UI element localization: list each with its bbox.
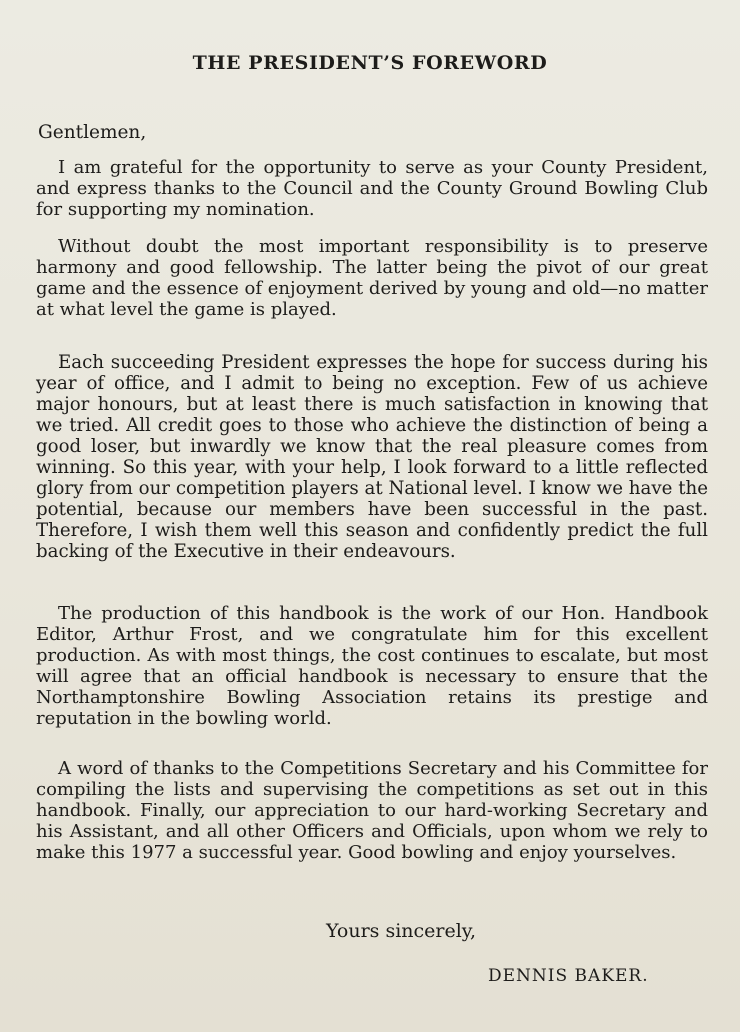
signature: DENNIS BAKER. <box>488 966 649 986</box>
page-title: THE PRESIDENT’S FOREWORD <box>192 52 548 74</box>
paragraph-success: Each succeeding President expresses the hope for success during his year of office, and I admit to being no exception. Few of us achieve major honours, but at least there is much satisfaction in knowing that we tried. All credit goes to those who achieve the distinction of being a good loser, but inwardly we know that the real pleasure comes from winning. So this year, with your help, I look forward to a little reflected glory from our competition players at National level. I know we have the potential, because our members have been successful in the past. Therefore, I wish them well this season and confidently predict the full backing of the Executive in their endeavours. <box>36 352 708 562</box>
paragraph-harmony: Without doubt the most important responsibility is to preserve harmony and good fellowship. The latter being the pivot of our great game and the essence of enjoyment derived by young and old—no matter at what level the game is played. <box>36 236 708 320</box>
paragraph-gratitude: I am grateful for the opportunity to serve as your County President, and express thanks to the Council and the County Ground Bowling Club for supporting my nomination. <box>36 157 708 220</box>
paragraph-handbook: The production of this handbook is the work of our Hon. Handbook Editor, Arthur Frost, and we congratulate him for this excellent production. As with most things, the cost continues to escalate, but most will agree that an official handbook is necessary to ensure that the Northamptonshire Bowling Association retains its prestige and reputation in the bowling world. <box>36 603 708 729</box>
paragraph-thanks: A word of thanks to the Competitions Secretary and his Committee for compiling the lists and supervising the competitions as set out in this handbook. Finally, our appreciation to our hard-working Secretary and his Assistant, and all other Officers and Officials, upon whom we rely to make this 1977 a successful year. Good bowling and enjoy yourselves. <box>36 758 708 863</box>
salutation: Gentlemen, <box>38 122 147 143</box>
closing: Yours sincerely, <box>326 920 477 942</box>
